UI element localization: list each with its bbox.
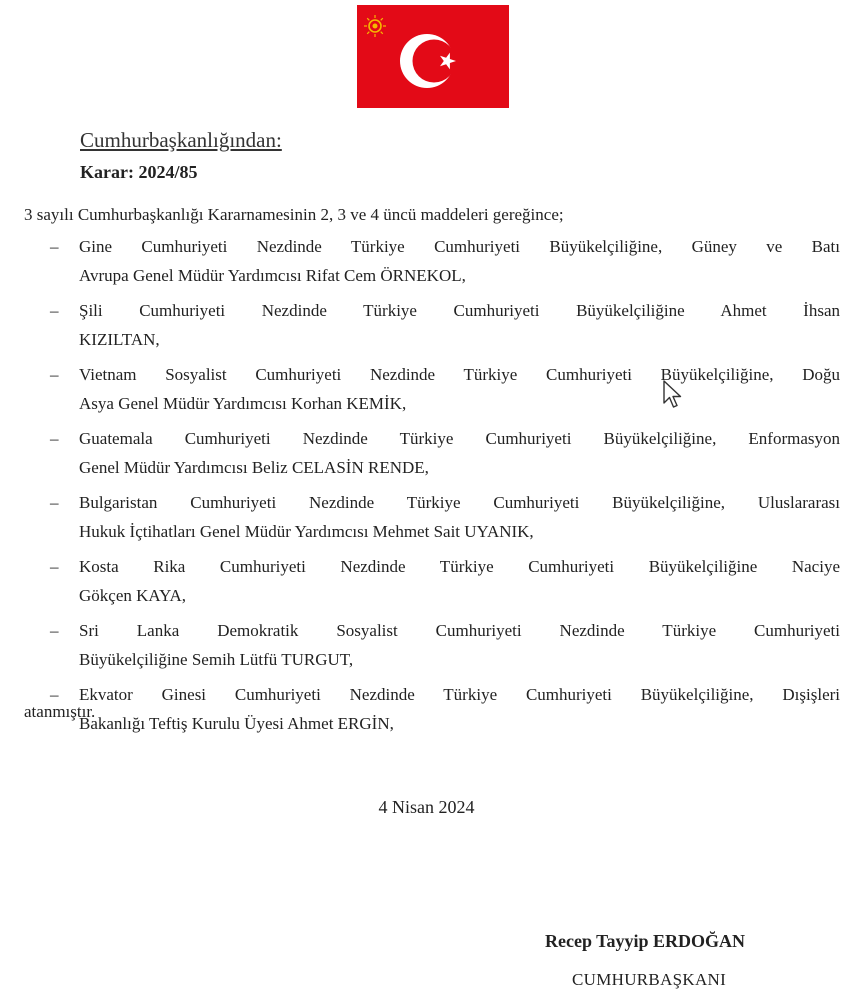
intro-paragraph: 3 sayılı Cumhurbaşkanlığı Kararnamesinin 2, 3 ve 4 üncü maddeleri gereğince; bbox=[24, 205, 564, 224]
dash-bullet: – bbox=[50, 429, 59, 448]
appointment-text-line-1: Gine Cumhuriyeti Nezdinde Türkiye Cumhuriyeti Büyükelçiliğine, Güney ve Batı bbox=[79, 237, 840, 256]
appointment-item bbox=[50, 616, 840, 674]
appointment-item bbox=[50, 296, 840, 354]
dash-bullet: – bbox=[50, 301, 59, 320]
dash-bullet: – bbox=[50, 365, 59, 384]
dash-bullet: – bbox=[50, 621, 59, 640]
closing-word: atanmıştır. bbox=[24, 702, 96, 721]
appointment-item bbox=[50, 360, 840, 418]
signer-title: CUMHURBAŞKANI bbox=[572, 970, 727, 989]
appointment-item bbox=[50, 680, 840, 738]
appointment-text-line-2: Asya Genel Müdür Yardımcısı Korhan KEMİK, bbox=[79, 394, 407, 413]
dash-bullet: – bbox=[50, 557, 59, 576]
decision-number: Karar: 2024/85 bbox=[80, 162, 198, 182]
appointment-text-line-2: Genel Müdür Yardımcısı Beliz CELASİN RENDE, bbox=[79, 458, 429, 477]
appointment-text-line-1: Ekvator Ginesi Cumhuriyeti Nezdinde Türkiye Cumhuriyeti Büyükelçiliğine, Dışişleri bbox=[79, 685, 840, 704]
appointment-text-line-1: Vietnam Sosyalist Cumhuriyeti Nezdinde Türkiye Cumhuriyeti Büyükelçiliğine, Doğu bbox=[79, 365, 840, 384]
appointment-text-line-2: Hukuk İçtihatları Genel Müdür Yardımcısı Mehmet Sait UYANIK, bbox=[79, 522, 534, 541]
decision-date: 4 Nisan 2024 bbox=[378, 797, 475, 817]
appointment-item bbox=[50, 552, 840, 610]
appointment-text-line-1: Şili Cumhuriyeti Nezdinde Türkiye Cumhuriyeti Büyükelçiliğine Ahmet İhsan bbox=[79, 301, 840, 320]
appointment-text-line-2: Avrupa Genel Müdür Yardımcısı Rifat Cem ÖRNEKOL, bbox=[79, 266, 466, 285]
appointment-text-line-2: KIZILTAN, bbox=[79, 330, 160, 349]
appointment-text-line-2: Büyükelçiliğine Semih Lütfü TURGUT, bbox=[79, 650, 354, 669]
appointment-text-line-1: Kosta Rika Cumhuriyeti Nezdinde Türkiye Cumhuriyeti Büyükelçiliğine Naciye bbox=[79, 557, 840, 576]
dash-bullet: – bbox=[50, 237, 59, 256]
signer-name: Recep Tayyip ERDOĞAN bbox=[545, 931, 746, 951]
dash-bullet: – bbox=[50, 493, 59, 512]
issuer-heading: Cumhurbaşkanlığından: bbox=[80, 128, 282, 152]
appointment-text-line-2: Gökçen KAYA, bbox=[79, 586, 187, 605]
appointment-text-line-1: Bulgaristan Cumhuriyeti Nezdinde Türkiye Cumhuriyeti Büyükelçiliğine, Uluslararası bbox=[79, 493, 840, 512]
appointment-list bbox=[50, 232, 840, 744]
appointment-text-line-2: Bakanlığı Teftiş Kurulu Üyesi Ahmet ERGİN, bbox=[79, 714, 394, 733]
mouse-pointer-icon bbox=[662, 379, 684, 411]
appointment-item bbox=[50, 232, 840, 290]
appointment-text-line-1: Guatemala Cumhuriyeti Nezdinde Türkiye Cumhuriyeti Büyükelçiliğine, Enformasyon bbox=[79, 429, 840, 448]
appointment-item bbox=[50, 424, 840, 482]
turkish-flag-icon bbox=[357, 5, 509, 108]
appointment-text-line-1: Sri Lanka Demokratik Sosyalist Cumhuriyeti Nezdinde Türkiye Cumhuriyeti bbox=[79, 621, 840, 640]
appointment-item bbox=[50, 488, 840, 546]
dash-bullet: – bbox=[50, 685, 59, 704]
